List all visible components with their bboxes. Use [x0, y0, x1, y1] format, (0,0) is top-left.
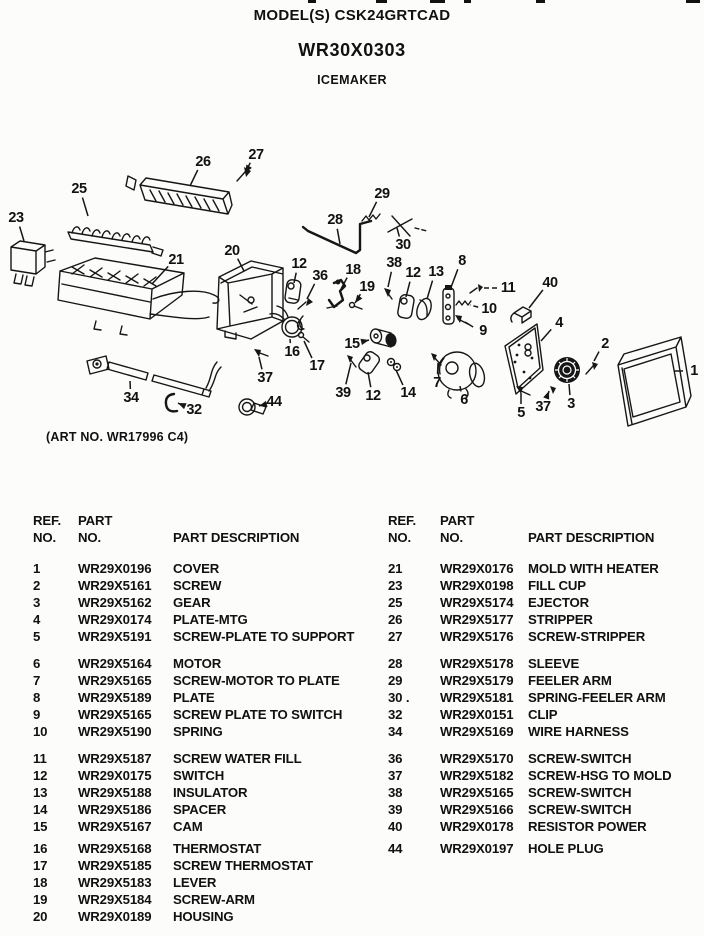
callout-leader [304, 341, 312, 358]
ref-no: 27 [388, 629, 402, 644]
part-no: WR29X5176 [440, 629, 513, 644]
part-no: WR29X5185 [78, 858, 151, 873]
callout-number: 21 [168, 252, 184, 268]
part-wire-harness-34 [87, 356, 221, 397]
header-part: PART [440, 513, 474, 528]
part-description: SCREW-ARM [173, 892, 255, 907]
ref-no: 17 [33, 858, 47, 873]
callout-number: 26 [195, 154, 211, 170]
callout-leader [529, 290, 543, 308]
part-description: LEVER [173, 875, 216, 890]
callout-number: 3 [567, 396, 575, 412]
part-description: FEELER ARM [528, 673, 612, 688]
part-description: CAM [173, 819, 203, 834]
ref-no: 3 [33, 595, 40, 610]
part-description: THERMOSTAT [173, 841, 261, 856]
callout-number: 34 [123, 390, 139, 406]
cropped-text-artifact [686, 0, 700, 3]
ref-no: 10 [33, 724, 47, 739]
callout-arrowhead [178, 403, 187, 409]
callout-leader [397, 228, 399, 237]
part-no: WR29X5184 [78, 892, 151, 907]
ref-no: 13 [33, 785, 47, 800]
callout-number: 37 [257, 370, 273, 386]
part-mold-with-heater-21 [58, 258, 219, 335]
callout-leader [82, 198, 88, 216]
header-ref: REF. [33, 513, 61, 528]
part-no: WR29X5165 [440, 785, 513, 800]
part-cover-1 [618, 337, 691, 426]
callout-leader [307, 284, 315, 299]
ref-no: 14 [33, 802, 47, 817]
ref-no: 23 [388, 578, 402, 593]
part-no: WR29X5178 [440, 656, 513, 671]
callout-number: 39 [335, 385, 351, 401]
part-screw-36 [298, 298, 313, 329]
part-hole-plug-44 [239, 399, 266, 415]
ref-no: 16 [33, 841, 47, 856]
part-description: CLIP [528, 707, 557, 722]
part-no: WR29X0151 [440, 707, 513, 722]
part-no: WR29X5187 [78, 751, 151, 766]
cropped-text-artifact [464, 0, 471, 3]
callout-number: 37 [535, 399, 551, 415]
ref-no: 29 [388, 673, 402, 688]
callout-number: 11 [501, 280, 516, 296]
part-lever-18 [327, 280, 345, 309]
callout-number: 20 [224, 243, 240, 259]
part-description: GEAR [173, 595, 211, 610]
ref-no: 8 [33, 690, 40, 705]
callout-number: 8 [458, 253, 466, 269]
part-description: SCREW-HSG TO MOLD [528, 768, 671, 783]
callout-number: 36 [312, 268, 328, 284]
ref-no: 1 [33, 561, 40, 576]
header-ref-no: NO. [388, 530, 411, 545]
part-no: WR29X0197 [440, 841, 513, 856]
part-housing-20 [217, 261, 283, 339]
part-no: WR29X5164 [78, 656, 151, 671]
callout-number: 32 [186, 402, 202, 418]
part-no: WR29X5167 [78, 819, 151, 834]
ref-no: 30 . [388, 690, 409, 705]
part-no: WR29X5174 [440, 595, 513, 610]
part-description: FILL CUP [528, 578, 586, 593]
ref-no: 5 [33, 629, 40, 644]
cropped-text-artifact [430, 0, 445, 3]
ref-no: 39 [388, 802, 402, 817]
callout-layer [8, 147, 698, 421]
part-plate-8 [443, 285, 454, 324]
ref-no: 18 [33, 875, 47, 890]
callout-leader [337, 229, 340, 244]
callout-number: 28 [327, 212, 343, 228]
part-spacer-14 [388, 359, 401, 371]
ref-no: 19 [33, 892, 47, 907]
callout-number: 7 [433, 375, 441, 391]
callout-number: 18 [345, 262, 361, 278]
ref-no: 38 [388, 785, 402, 800]
ref-no: 12 [33, 768, 47, 783]
part-description: SCREW-SWITCH [528, 785, 631, 800]
part-spring-10 [456, 301, 471, 305]
part-no: WR29X5165 [78, 707, 151, 722]
part-description: INSULATOR [173, 785, 247, 800]
part-plate-mtg-4 [505, 324, 543, 394]
callout-leader [541, 329, 551, 341]
callout-number: 40 [542, 275, 558, 291]
ref-no: 11 [33, 751, 47, 766]
ref-no: 44 [388, 841, 402, 856]
part-description: EJECTOR [528, 595, 589, 610]
callout-number: 9 [479, 323, 487, 339]
part-no: WR29X0198 [440, 578, 513, 593]
part-description: SCREW-SWITCH [528, 802, 631, 817]
part-ejector-25 [68, 227, 163, 256]
part-no: WR29X0189 [78, 909, 151, 924]
callout-leader [294, 273, 296, 283]
part-description: HOLE PLUG [528, 841, 604, 856]
part-description: SCREW-STRIPPER [528, 629, 645, 644]
part-no: WR29X0196 [78, 561, 151, 576]
part-description: MOTOR [173, 656, 221, 671]
callout-number: 17 [309, 358, 325, 374]
part-no: WR29X0176 [440, 561, 513, 576]
ref-no: 4 [33, 612, 40, 627]
callout-arrowhead [355, 295, 362, 303]
part-screw-38 [384, 288, 392, 299]
callout-number: 10 [481, 301, 497, 317]
ref-no: 36 [388, 751, 402, 766]
callout-number: 27 [248, 147, 264, 163]
part-description: SPACER [173, 802, 226, 817]
callout-leader [190, 170, 198, 186]
part-no: WR29X5181 [440, 690, 513, 705]
part-clip-32 [166, 394, 177, 411]
callout-number: 38 [386, 255, 402, 271]
header-part-no: NO. [78, 530, 101, 545]
ref-no: 26 [388, 612, 402, 627]
callout-number: 2 [601, 336, 609, 352]
header-part-description: PART DESCRIPTION [173, 530, 299, 545]
exploded-parts-diagram [0, 130, 704, 470]
callout-number: 12 [405, 265, 421, 281]
callout-leader [465, 322, 473, 327]
callout-number: 23 [8, 210, 24, 226]
callout-leader [450, 269, 458, 290]
header-part: PART [78, 513, 112, 528]
part-description: RESISTOR POWER [528, 819, 647, 834]
part-screw-37-right [550, 386, 556, 394]
callout-number: 12 [365, 388, 381, 404]
art-number: (ART NO. WR17996 C4) [46, 430, 188, 444]
part-no: WR29X5189 [78, 690, 151, 705]
section-title: ICEMAKER [0, 73, 704, 87]
part-description: HOUSING [173, 909, 234, 924]
part-switch-12a [284, 279, 301, 304]
part-no: WR29X0175 [78, 768, 151, 783]
part-no: WR29X5166 [440, 802, 513, 817]
part-cam-15 [369, 328, 397, 348]
part-description: SCREW [173, 578, 221, 593]
callout-leader [388, 272, 391, 287]
callout-number: 6 [460, 392, 468, 408]
part-fill-cup-23 [11, 241, 55, 286]
callout-leader [368, 372, 371, 387]
part-switch-12c [357, 350, 381, 376]
callout-number: 5 [517, 405, 525, 421]
part-description: COVER [173, 561, 219, 576]
callout-number: 25 [71, 181, 87, 197]
cropped-text-artifact [536, 0, 545, 3]
part-no: WR29X5188 [78, 785, 151, 800]
part-screw-19 [350, 303, 363, 310]
ref-no: 21 [388, 561, 402, 576]
part-screw-2 [586, 362, 598, 374]
part-description: SPRING-FEELER ARM [528, 690, 666, 705]
part-description: SWITCH [173, 768, 224, 783]
part-description: PLATE-MTG [173, 612, 248, 627]
part-description: MOLD WITH HEATER [528, 561, 659, 576]
part-stripper-26 [126, 176, 232, 214]
part-switch-12b [397, 294, 415, 319]
callout-leader [346, 363, 351, 384]
callout-leader [259, 357, 262, 369]
part-no: WR29X5191 [78, 629, 151, 644]
part-gear-3 [554, 357, 580, 383]
part-no: WR29X5162 [78, 595, 151, 610]
part-screw-39 [347, 355, 356, 367]
part-description: SPRING [173, 724, 223, 739]
part-no: WR29X5168 [78, 841, 151, 856]
callout-number: 14 [400, 385, 416, 401]
part-description: SLEEVE [528, 656, 579, 671]
ref-no: 6 [33, 656, 40, 671]
ref-no: 40 [388, 819, 402, 834]
ref-no: 28 [388, 656, 402, 671]
ref-no: 32 [388, 707, 402, 722]
part-screw-37-left [254, 349, 268, 357]
part-screw-11 [470, 284, 483, 293]
part-thermostat-16 [270, 306, 302, 337]
ref-no: 2 [33, 578, 40, 593]
callout-number: 30 [395, 237, 411, 253]
part-description: WIRE HARNESS [528, 724, 629, 739]
publication-number: WR30X0303 [0, 40, 704, 61]
header-part-no: NO. [440, 530, 463, 545]
part-no: WR29X5190 [78, 724, 151, 739]
part-no: WR29X5177 [440, 612, 513, 627]
model-line: MODEL(S) CSK24GRTCAD [0, 7, 704, 24]
ref-no: 20 [33, 909, 47, 924]
callout-number: 44 [266, 394, 282, 410]
callout-leader [470, 305, 478, 307]
part-no: WR29X5169 [440, 724, 513, 739]
callout-leader [427, 281, 433, 299]
ref-no: 37 [388, 768, 402, 783]
callout-leader [460, 386, 461, 391]
part-description: SCREW-PLATE TO SUPPORT [173, 629, 354, 644]
cropped-text-artifact [376, 0, 387, 3]
ref-no: 15 [33, 819, 47, 834]
part-no: WR29X5161 [78, 578, 151, 593]
part-resistor-40 [511, 307, 531, 323]
callout-number: 16 [284, 344, 300, 360]
part-no: WR29X5183 [78, 875, 151, 890]
ref-no: 25 [388, 595, 402, 610]
callout-leader [20, 227, 24, 241]
part-description: SCREW-SWITCH [528, 751, 631, 766]
part-description: PLATE [173, 690, 215, 705]
part-description: SCREW WATER FILL [173, 751, 301, 766]
ref-no: 7 [33, 673, 40, 688]
callout-number: 1 [690, 363, 698, 379]
part-insulator-13 [414, 296, 434, 321]
header-ref-no: NO. [33, 530, 56, 545]
callout-number: 29 [374, 186, 390, 202]
part-no: WR29X0178 [440, 819, 513, 834]
header-ref: REF. [388, 513, 416, 528]
part-no: WR29X5186 [78, 802, 151, 817]
callout-leader [396, 370, 403, 385]
part-no: WR29X5170 [440, 751, 513, 766]
part-description: SCREW-MOTOR TO PLATE [173, 673, 340, 688]
callout-number: 15 [344, 336, 360, 352]
part-description: STRIPPER [528, 612, 593, 627]
part-description: SCREW PLATE TO SWITCH [173, 707, 342, 722]
part-description: SCREW THERMOSTAT [173, 858, 313, 873]
callout-leader [569, 384, 570, 395]
header-part-description: PART DESCRIPTION [528, 530, 654, 545]
cropped-text-artifact [308, 0, 316, 3]
callout-number: 13 [428, 264, 444, 280]
part-screw-7 [431, 353, 441, 365]
part-no: WR29X5165 [78, 673, 151, 688]
ref-no: 9 [33, 707, 40, 722]
callout-number: 19 [359, 279, 375, 295]
part-no: WR29X0174 [78, 612, 151, 627]
callout-number: 4 [555, 315, 563, 331]
callout-number: 12 [291, 256, 307, 272]
part-no: WR29X5179 [440, 673, 513, 688]
callout-leader [594, 352, 599, 361]
ref-no: 34 [388, 724, 402, 739]
part-no: WR29X5182 [440, 768, 513, 783]
